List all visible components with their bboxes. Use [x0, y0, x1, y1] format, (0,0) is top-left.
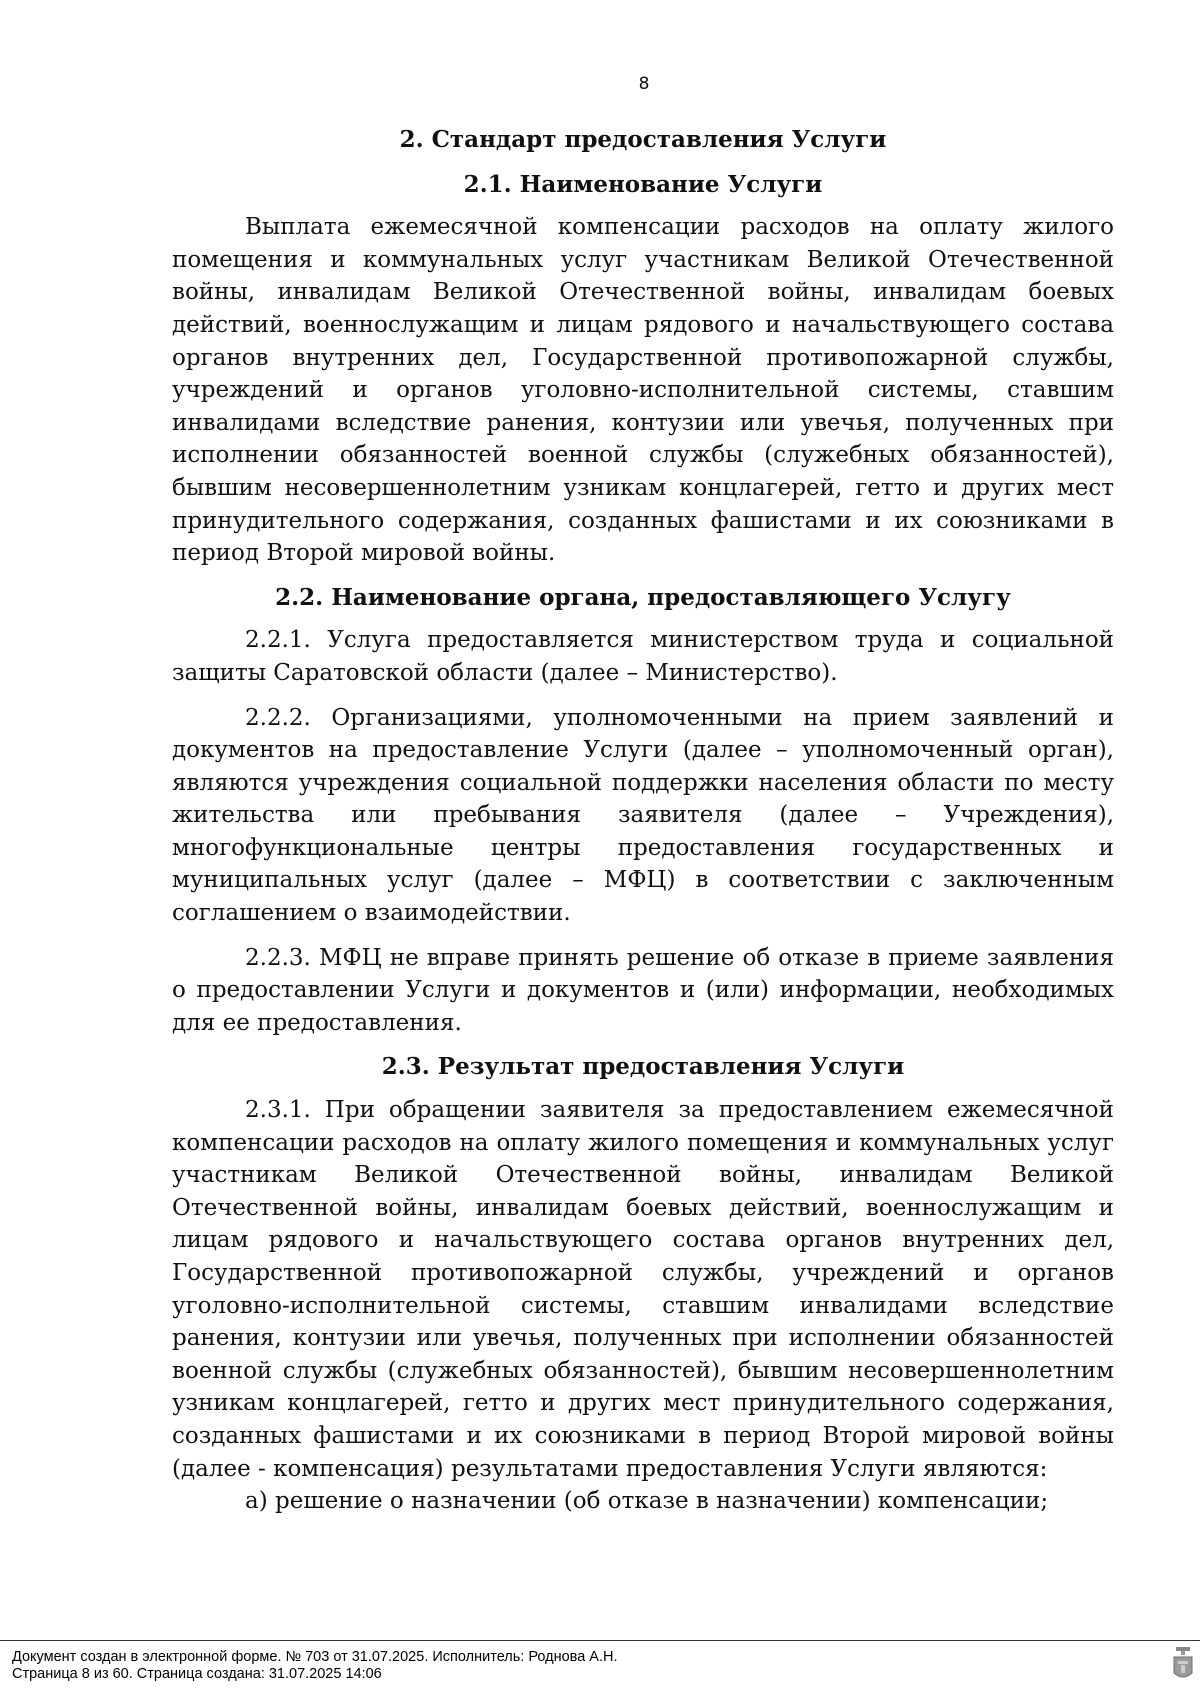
footer-line-2: Страница 8 из 60. Страница создана: 31.07.2025 14:06: [12, 1666, 382, 1682]
paragraph-2-2-2: 2.2.2. Организациями, уполномоченными на прием заявлений и документов на предоставление Услуги (далее – уполномоченный орган), являются учреждения социальной поддержки населения области по месту жительства или пребывания заявителя (далее – Учреждения), многофункциональные центры предоставления государственных и муниципальных услуг (далее – МФЦ) в соответствии с заключенным соглашением о взаимодействии.: [172, 704, 1114, 927]
paragraph-2-3-1: 2.3.1. При обращении заявителя за предоставлением ежемесячной компенсации расходов на оплату жилого помещения и коммунальных услуг участникам Великой Отечественной войны, инвалидам Великой Отечественной войны, инвалидам боевых действий, военнослужащим и лицам рядового и начальствующего состава органов внутренних дел, Государственной противопожарной службы, учреждений и органов уголовно-исполнительной системы, ставшим инвалидами вследствие ранения, контузии или увечья, полученных при исполнении обязанностей военной службы (служебных обязанностей), бывшим несовершеннолетним узникам концлагерей, гетто и других мест принудительного содержания, созданных фашистами и их союзниками в период Второй мировой войны (далее - компенсация) результатами предоставления Услуги являются:: [172, 1097, 1114, 1482]
section-title: 2. Стандарт предоставления Услуги: [399, 126, 887, 153]
subsection-title-2-1: 2.1. Наименование Услуги: [463, 170, 823, 198]
document-footer: [0, 1640, 1200, 1682]
paragraph-2-2-3: 2.2.3. МФЦ не вправе принять решение об отказе в приеме заявления о предоставлении Услуги и документов и (или) информации, необходимых для ее предоставления.: [172, 944, 1114, 1036]
paragraph-2-2-1: 2.2.1. Услуга предоставляется министерством труда и социальной защиты Саратовской области (далее – Министерство).: [172, 627, 1114, 686]
page-number: 8: [638, 74, 650, 94]
footer-line-1: Документ создан в электронной форме. № 703 от 31.07.2025. Исполнитель: Роднова А.Н.: [12, 1649, 618, 1665]
paragraph-2-3-1-a: а) решение о назначении (об отказе в назначении) компенсации;: [245, 1488, 1049, 1515]
footer-text: [12, 1649, 618, 1683]
subsection-title-2-3: 2.3. Результат предоставления Услуги: [381, 1053, 905, 1081]
coat-of-arms-icon: [1172, 1647, 1194, 1681]
paragraph-2-1: Выплата ежемесячной компенсации расходов на оплату жилого помещения и коммунальных услуг участникам Великой Отечественной войны, инвалидам Великой Отечественной войны, инвалидам боевых действий, военнослужащим и лицам рядового и начальствующего состава органов внутренних дел, Государственной противопожарной службы, учреждений и органов уголовно-исполнительной системы, ставшим инвалидами вследствие ранения, контузии или увечья, полученных при исполнении обязанностей военной службы (служебных обязанностей), бывшим несовершеннолетним узникам концлагерей, гетто и других мест принудительного содержания, созданных фашистами и их союзниками в период Второй мировой войны.: [172, 214, 1114, 567]
document-body: [172, 124, 1114, 1518]
subsection-title-2-2: 2.2. Наименование органа, предоставляющего Услугу: [275, 583, 1011, 611]
